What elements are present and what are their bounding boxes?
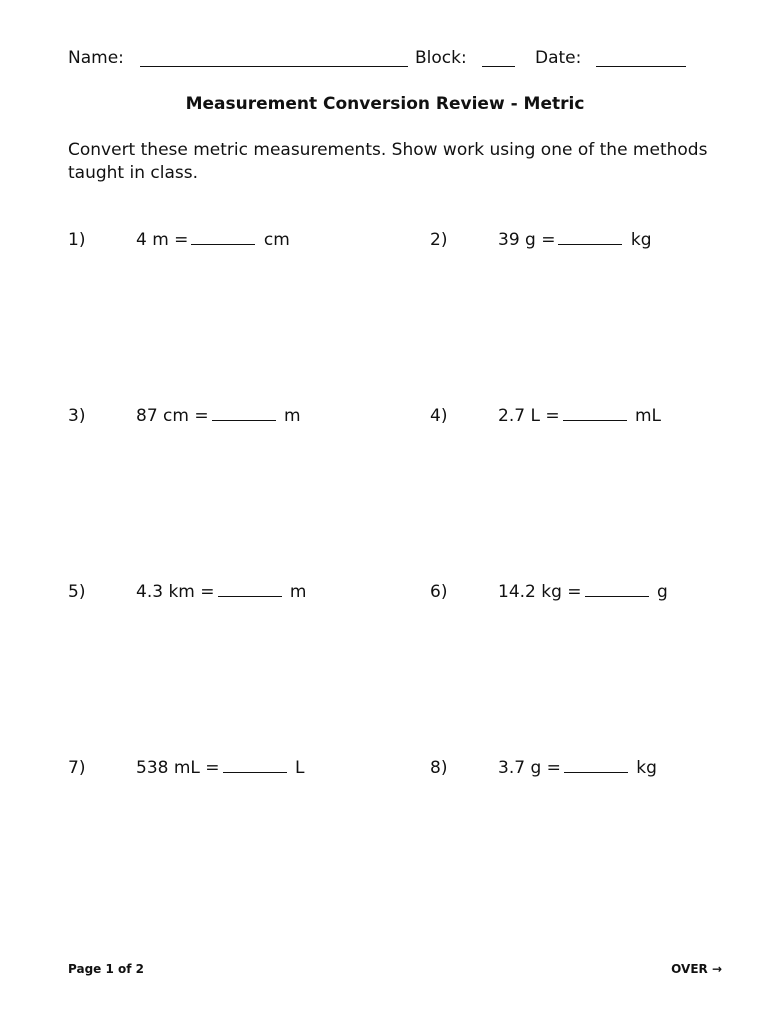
problem-unit: mL [634, 406, 661, 426]
problem-number: 7) [68, 758, 86, 778]
problem-number: 3) [68, 406, 86, 426]
problem [498, 406, 661, 426]
problem-unit: kg [630, 230, 652, 250]
answer-blank[interactable] [223, 771, 287, 773]
problem [136, 758, 304, 778]
problem-number: 4) [430, 406, 448, 426]
name-blank[interactable] [140, 66, 408, 67]
page-title: Measurement Conversion Review - Metric [185, 94, 585, 114]
block-blank[interactable] [482, 66, 515, 67]
instructions: Convert these metric measurements. Show work using one of the methods taught in class. [68, 140, 708, 183]
answer-blank[interactable] [191, 243, 255, 245]
problem-number: 8) [430, 758, 448, 778]
date-blank[interactable] [596, 66, 686, 67]
problem-given: 39 g = [498, 230, 556, 250]
answer-blank[interactable] [564, 771, 628, 773]
problem-number: 1) [68, 230, 86, 250]
name-label: Name: [68, 48, 124, 68]
problem [136, 230, 290, 250]
problem-given: 2.7 L = [498, 406, 560, 426]
problem-number: 6) [430, 582, 448, 602]
problem-number: 2) [430, 230, 448, 250]
date-label: Date: [535, 48, 582, 68]
problem [498, 582, 668, 602]
over-indicator: OVER → [671, 962, 722, 976]
problem-given: 14.2 kg = [498, 582, 582, 602]
problem-number: 5) [68, 582, 86, 602]
problem-unit: g [656, 582, 668, 602]
problem-unit: kg [636, 758, 657, 778]
problem-unit: m [289, 582, 307, 602]
answer-blank[interactable] [563, 419, 627, 421]
problem-given: 4.3 km = [136, 582, 215, 602]
answer-blank[interactable] [585, 595, 649, 597]
page-number: Page 1 of 2 [68, 962, 144, 976]
problem [498, 230, 652, 250]
problem [136, 406, 301, 426]
problem [136, 582, 306, 602]
problem-unit: cm [263, 230, 290, 250]
answer-blank[interactable] [558, 243, 622, 245]
problem [498, 758, 657, 778]
problem-given: 538 mL = [136, 758, 220, 778]
problem-unit: L [294, 758, 305, 778]
problem-given: 4 m = [136, 230, 189, 250]
block-label: Block: [415, 48, 467, 68]
problem-unit: m [284, 406, 301, 426]
answer-blank[interactable] [218, 595, 282, 597]
answer-blank[interactable] [212, 419, 276, 421]
problem-given: 87 cm = [136, 406, 209, 426]
problem-given: 3.7 g = [498, 758, 561, 778]
